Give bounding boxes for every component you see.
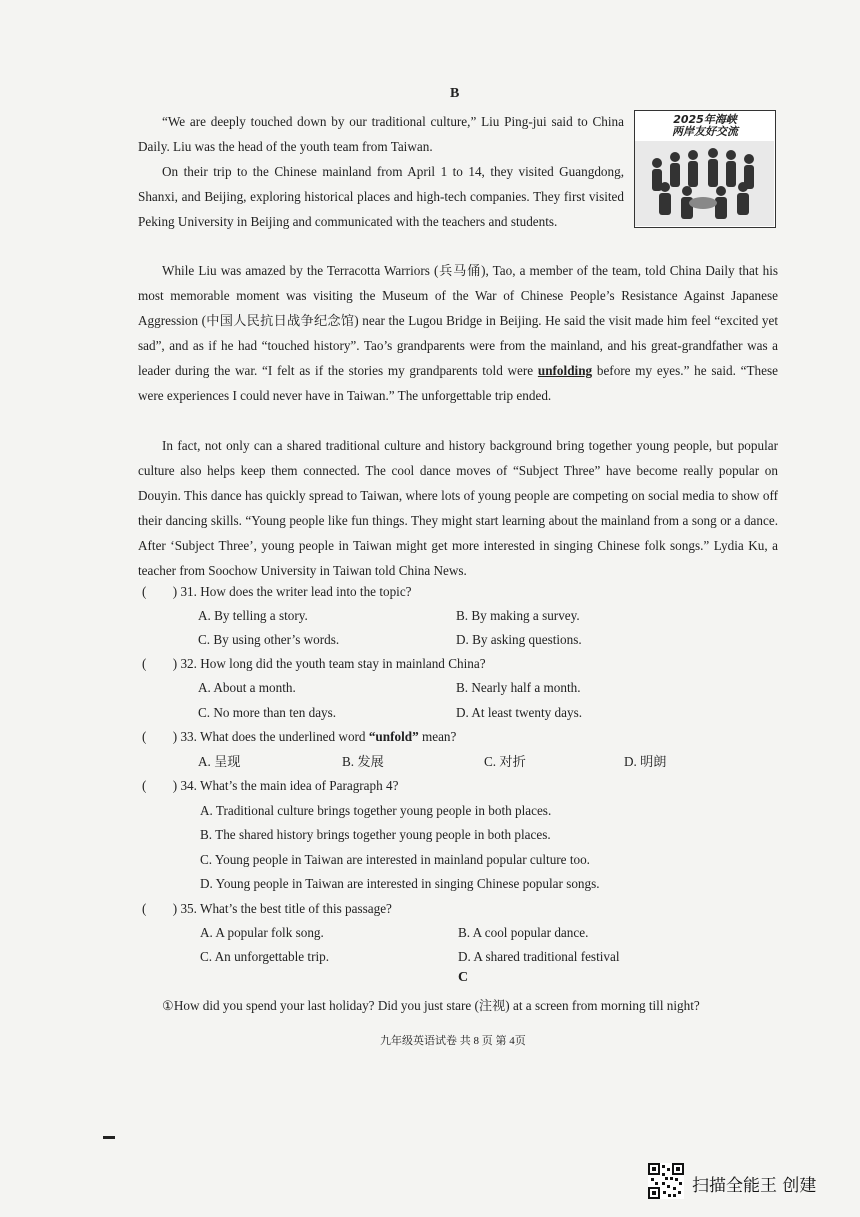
q31-option-d: D. By asking questions. <box>456 632 582 647</box>
q34-option-c: C. Young people in Taiwan are interested in mainland popular culture too. <box>200 852 590 867</box>
q35-option-d: D. A shared traditional festival <box>458 949 620 964</box>
q33-option-d: D. 明朗 <box>624 754 667 769</box>
q33-option-b: B. 发展 <box>342 754 384 769</box>
question-34: ( ) 34. What’s the main idea of Paragraph 4? <box>142 778 399 793</box>
paragraph-2: On their trip to the Chinese mainland from April 1 to 14, they visited Guangdong, Shanxi, and Beijing, exploring historical places and high-tech companies. They first visited Peking University in Beijing and communicated with the teachers and students. <box>138 164 624 229</box>
q32-option-b: B. Nearly half a month. <box>456 680 581 695</box>
q34-option-d: D. Young people in Taiwan are interested in singing Chinese popular songs. <box>200 876 600 891</box>
paragraph-1: “We are deeply touched down by our traditional culture,” Liu Ping-jui said to China Daily. Liu was the head of the youth team from Taiwan. <box>138 114 624 154</box>
q33-stem-a: ( ) 33. What does the underlined word <box>142 729 369 744</box>
margin-mark <box>103 1136 115 1139</box>
page-footer: 九年级英语试卷 共 8 页 第 4页 <box>380 1035 526 1047</box>
team-photo <box>634 110 776 228</box>
q33-option-a: A. 呈现 <box>198 754 241 769</box>
q34-option-a: A. Traditional culture brings together young people in both places. <box>200 803 552 818</box>
q35-option-b: B. A cool popular dance. <box>458 925 589 940</box>
q35-option-c: C. An unforgettable trip. <box>200 949 330 964</box>
q31-option-b: B. By making a survey. <box>456 608 580 623</box>
section-c-heading: C <box>458 970 469 985</box>
section-b-heading: B <box>450 86 460 101</box>
q32-option-a: A. About a month. <box>198 680 296 695</box>
q31-option-c: C. By using other’s words. <box>198 632 340 647</box>
question-31: ( ) 31. How does the writer lead into the topic? <box>142 584 412 599</box>
group-illustration <box>635 111 774 226</box>
paragraph-4: In fact, not only can a shared traditional culture and history background bring together young people, but popular culture also helps keep them connected. The cool dance moves of “Subject Three” have become really popular on Douyin. This dance has quickly spread to Taiwan, where lots of young people are competing on social media to show off their dancing skills. “Young people like fun things. They might start learning about the mainland from a song or a dance. After ‘Subject Three’, young people in Taiwan might get more interested in singing Chinese folk songs.” Lydia Ku, a teacher from Soochow University in Taiwan told China News. <box>138 438 778 578</box>
question-32: ( ) 32. How long did the youth team stay in mainland China? <box>142 656 486 671</box>
q33-stem-word: “unfold” <box>368 729 419 744</box>
passage-c-first-line: ①How did you spend your last holiday? Did you just stare (注视) at a screen from morning till night? <box>162 998 700 1013</box>
q33-option-c: C. 对折 <box>484 754 526 769</box>
photo-caption: 2025年海峡 两岸友好交流 <box>672 113 738 138</box>
question-33 <box>142 726 456 748</box>
q35-option-a: A. A popular folk song. <box>200 925 324 940</box>
underlined-word: unfolding <box>537 363 593 378</box>
qr-code-icon <box>648 1163 684 1199</box>
paragraph-3 <box>138 258 778 408</box>
scanner-watermark: 扫描全能王 创建 <box>692 1176 817 1196</box>
paragraph-3-text-b: before my eyes.” he said. “These were experiences I could never have in Taiwan.” The unforgettable trip ended. <box>138 363 778 403</box>
paragraph-3-text-a: While Liu was amazed by the Terracotta Warriors (兵马俑), Tao, a member of the team, told China Daily that his most memorable moment was visiting the Museum of the War of Chinese People’s Resistance Against Japanese Aggression (中国人民抗日战争纪念馆) near the Lugou Bridge in Beijing. He said the visit made him feel “excited yet sad”, and as if he had “touched history”. Tao’s grandparents were from the mainland, and his great-grandfather was a leader during the war. “I felt as if the stories my grandparents told were <box>138 263 778 378</box>
q31-option-a: A. By telling a story. <box>198 608 308 623</box>
q33-stem-b: mean? <box>418 729 457 744</box>
q32-option-c: C. No more than ten days. <box>198 705 337 720</box>
q34-option-b: B. The shared history brings together young people in both places. <box>200 827 551 842</box>
q32-option-d: D. At least twenty days. <box>456 705 582 720</box>
question-35: ( ) 35. What’s the best title of this passage? <box>142 901 392 916</box>
